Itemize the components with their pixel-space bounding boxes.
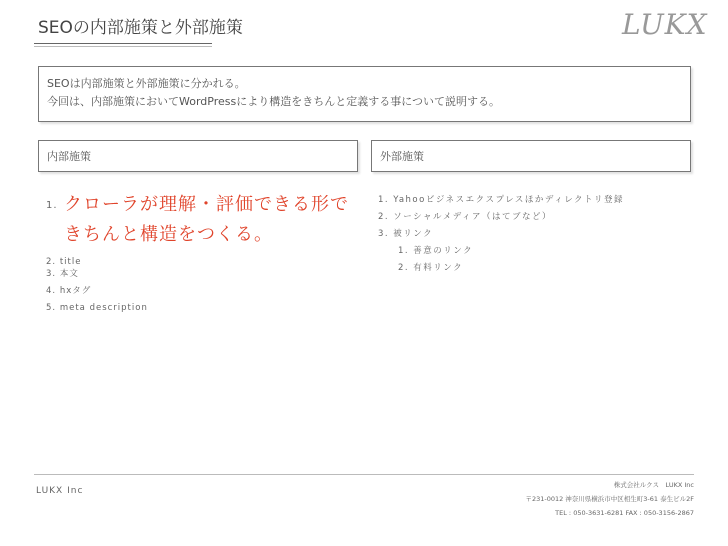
list-item: 2. ソーシャルメディア（はてブなど） <box>378 212 553 222</box>
list-item <box>46 256 366 268</box>
list-item-number: 5. <box>46 303 57 313</box>
footer-company-name: 株式会社ルクス LUKX Inc <box>613 481 694 489</box>
external-heading-box <box>371 140 691 172</box>
list-item-number: 3. <box>46 269 57 279</box>
list-item <box>46 190 366 250</box>
footer-contact: TEL : 050-3631-6281 FAX : 050-3156-2867 <box>555 509 694 517</box>
title-underline <box>34 43 212 44</box>
list-item-text: hxタグ <box>59 286 92 296</box>
list-item-number: 2. <box>46 257 57 267</box>
list-item-text: meta description <box>59 303 148 313</box>
title-underline-shadow <box>34 46 212 47</box>
internal-list <box>46 190 366 314</box>
page-title: SEOの内部施策と外部施策 <box>38 18 243 38</box>
list-item-text: 本文 <box>59 269 79 279</box>
list-item <box>46 285 366 297</box>
list-subitem: 2. 有料リンク <box>398 263 464 273</box>
external-heading: 外部施策 <box>380 150 424 163</box>
lukx-logo: LUKX <box>622 8 708 41</box>
list-item-number: 1. <box>46 200 58 211</box>
list-item-text-emphasis: クローラが理解・評価できる形できちんと構造をつくる。 <box>64 194 349 245</box>
intro-box <box>38 66 691 122</box>
footer-company-short: LUKX Inc <box>36 486 84 496</box>
list-item <box>46 268 366 280</box>
intro-line-1: SEOは内部施策と外部施策に分かれる。 <box>47 77 246 90</box>
footer-address: 〒231-0012 神奈川県横浜市中区相生町3-61 泰生ビル2F <box>525 495 694 503</box>
list-item: 1. Yahooビジネスエクスプレスほかディレクトリ登録 <box>378 195 625 205</box>
list-item: 3. 被リンク <box>378 229 434 239</box>
list-item-text: title <box>59 257 82 267</box>
intro-line-2: 今回は、内部施策においてWordPressにより構造をきちんと定義する事について説明する。 <box>47 95 501 108</box>
internal-heading-box <box>38 140 358 172</box>
footer-divider <box>34 474 694 475</box>
list-subitem: 1. 善意のリンク <box>398 246 474 256</box>
list-item-number: 4. <box>46 286 57 296</box>
footer-company-info <box>525 478 694 520</box>
internal-heading: 内部施策 <box>47 150 91 163</box>
list-item <box>46 302 366 314</box>
external-list <box>378 192 698 277</box>
